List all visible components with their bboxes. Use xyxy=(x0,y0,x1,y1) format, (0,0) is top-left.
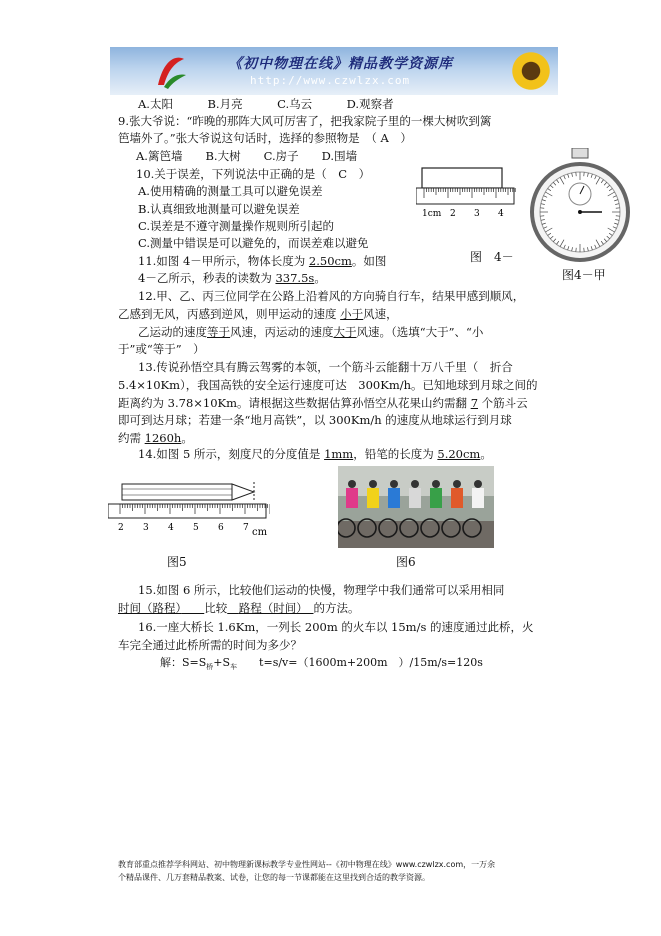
q13-line-b: 5.4×10Km），我国高铁的安全运行速度可达 300Km/h。已知地球到月球之间的 xyxy=(118,378,538,392)
q9-options: A.篱笆墙 B.大树 C.房子 D.围墙 xyxy=(136,149,358,163)
ruler-label: 3 xyxy=(143,523,149,533)
rider-helmet xyxy=(348,480,356,488)
ruler-label: 4 xyxy=(498,209,504,219)
ruler-unit: cm xyxy=(252,527,268,538)
stopwatch-icon xyxy=(530,148,630,266)
answer-length: 2.50cm xyxy=(308,254,352,268)
ruler-label: 6 xyxy=(218,523,224,533)
fig5-caption: 图5 xyxy=(167,555,187,569)
footer-line-1: 教育部重点推荐学科网站、初中物理新课标教学专业性网站--《初中物理在线》www.czwlzx.com，一万余 xyxy=(118,860,496,869)
q8-options: A.太阳 B.月亮 C.乌云 D.观察者 xyxy=(138,97,394,111)
header-banner xyxy=(110,47,558,95)
q10-option-c: C.误差是不遵守测量操作规则所引起的 xyxy=(138,219,335,233)
rider-helmet xyxy=(369,480,377,488)
ruler-label: 5 xyxy=(193,523,199,533)
pencil-body xyxy=(122,484,232,500)
rider-jersey xyxy=(346,488,358,508)
figure-5-pencil-ruler xyxy=(108,478,270,546)
fig4-caption: 图 4－ xyxy=(470,250,514,264)
q11-line-b: 4－乙所示，秒表的读数为 337.5s。 xyxy=(138,271,326,285)
logo-icon xyxy=(150,51,190,91)
q16-line-a: 16.一座大桥长 1.6Km，一列长 200m 的火车以 15m/s 的速度通过此桥，火 xyxy=(138,620,534,634)
rider-helmet xyxy=(453,480,461,488)
ruler-label: 7 xyxy=(243,523,249,533)
ruler-label: 2 xyxy=(118,523,124,533)
q16-solution: 解：$S=S_桥+S_车$ t=s/v=（1600m+200m ）/15m/s=120s xyxy=(160,656,483,672)
rider-jersey xyxy=(451,488,463,508)
q14-line: 14.如图 5 所示，刻度尺的分度值是 1mm，铅笔的长度为 5.20cm。 xyxy=(138,447,492,461)
q13-line-c: 距离约为 3.78×10Km。请根据这些数据估算孙悟空从花果山约需翻 7 个筋斗云 xyxy=(118,396,528,410)
q13-line-a: 13.传说孙悟空具有腾云驾雾的本领，一个筋斗云能翻十万八千里（ 折合 xyxy=(138,360,513,374)
q12-line-b: 乙感到无风，丙感到逆风，则甲运动的速度 小于风速， xyxy=(118,307,398,321)
rider-jersey xyxy=(388,488,400,508)
q10-option-b: B.认真细致地测量可以避免误差 xyxy=(138,202,300,216)
answer-stopwatch: 337.5s xyxy=(275,271,315,285)
footer-line-2: 个精品课件、几万套精品教案、试卷，让您的每一节课都能在这里找到合适的教学资源。 xyxy=(118,873,430,882)
rider-helmet xyxy=(474,480,482,488)
q13-line-e: 约需 1260h。 xyxy=(118,431,193,445)
page-footer xyxy=(118,858,578,884)
q10-option-a: A.使用精确的测量工具可以避免误差 xyxy=(138,184,323,198)
fig4-jia-caption: 图4－甲 xyxy=(562,268,606,282)
ruler-label: 2 xyxy=(450,209,456,219)
q15-line-b: 时间（路程） 比较 路程（时间） 的方法。 xyxy=(118,601,360,615)
pencil-tip xyxy=(232,484,254,500)
rider-helmet xyxy=(390,480,398,488)
q16-line-b: 车完全通过此桥所需的时间为多少？ xyxy=(118,638,302,652)
q9-line-b: 笆墙外了。”张大爷说这句话时，选择的参照物是 （ A ） xyxy=(118,131,412,145)
ruler-label: 1cm xyxy=(422,209,442,219)
rider-jersey xyxy=(430,488,442,508)
q10-option-d: C.测量中错误是可以避免的，而误差难以避免 xyxy=(138,236,369,250)
q12-line-c: 乙运动的速度等于风速，丙运动的速度大于风速。（选填“大于”、“小 xyxy=(138,325,484,339)
rider-jersey xyxy=(409,488,421,508)
q10-stem: 10.关于误差，下列说法中正确的是（ C ） xyxy=(136,167,371,181)
sunflower-icon xyxy=(510,50,552,92)
ruler-label: 4 xyxy=(168,523,174,533)
q15-line-a: 15.如图 6 所示，比较他们运动的快慢，物理学中我们通常可以采用相同 xyxy=(138,583,516,597)
q9-line-a: 9.张大爷说：“昨晚的那阵大风可厉害了，把我家院子里的一棵大树吹到篱 xyxy=(118,114,492,128)
measured-block xyxy=(422,168,502,188)
ruler-label: 3 xyxy=(474,209,480,219)
rider-helmet xyxy=(411,480,419,488)
rider-jersey xyxy=(472,488,484,508)
figure-6-cyclists-photo xyxy=(338,466,494,548)
fig6-caption: 图6 xyxy=(396,555,416,569)
q12-line-d: 于”或“等于” ） xyxy=(118,342,205,356)
q11-line-a: 11.如图 4－甲所示，物体长度为 2.50cm。如图 xyxy=(138,254,387,268)
rider-helmet xyxy=(432,480,440,488)
banner-title: 《初中物理在线》精品教学资源库 xyxy=(228,56,453,72)
figure-4-ruler xyxy=(416,166,516,226)
q12-line-a: 12.甲、乙、丙三位同学在公路上沿着风的方向骑自行车，结果甲感到顺风， xyxy=(138,289,525,303)
rider-jersey xyxy=(367,488,379,508)
banner-url[interactable]: http://www.czwlzx.com xyxy=(250,74,411,87)
q13-line-d: 即可到达月球；若建一条“地月高铁”，以 300Km/h 的速度从地球运行到月球 xyxy=(118,413,512,427)
